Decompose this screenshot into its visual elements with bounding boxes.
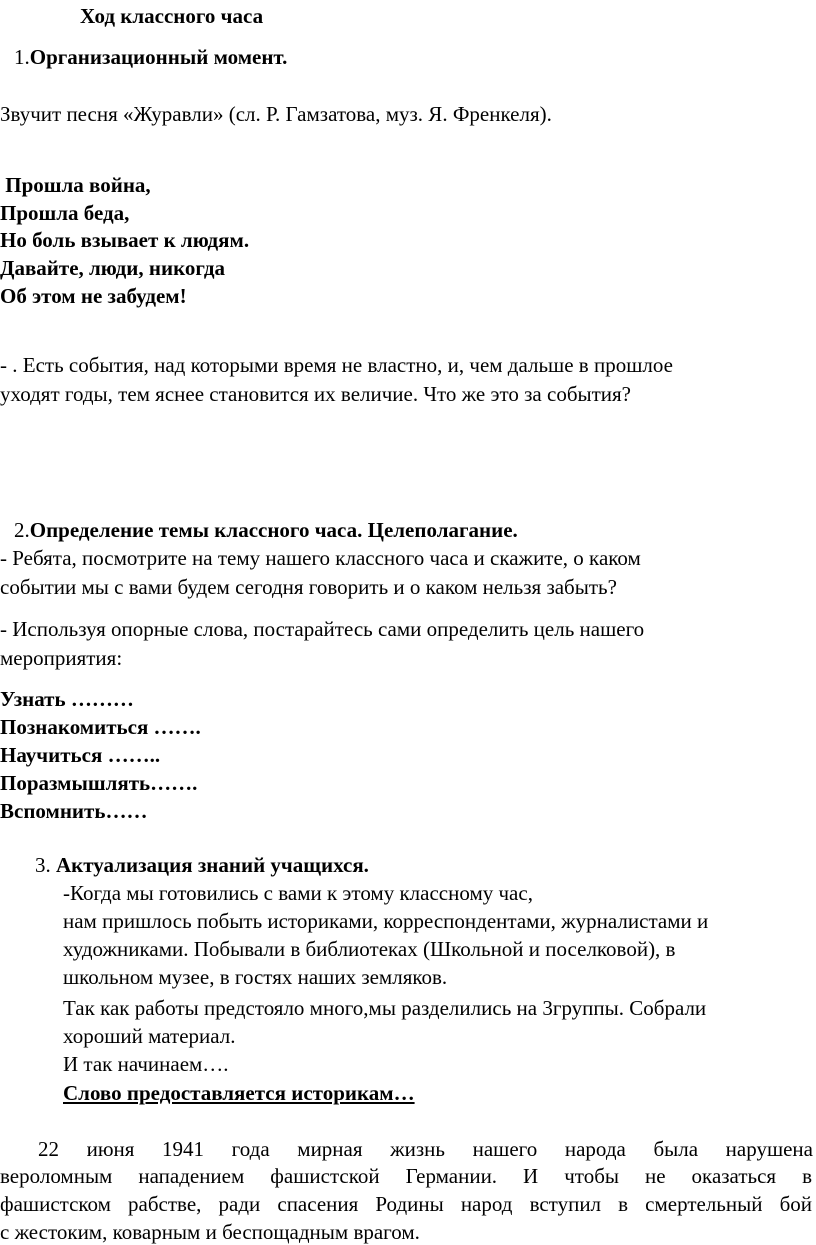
section-2-heading bbox=[14, 517, 518, 543]
paragraph-line: школьном музее, в гостях наших земляков. bbox=[63, 965, 448, 989]
section-1-title: Организационный момент. bbox=[29, 45, 288, 69]
poem-line: Но боль взывает к людям. bbox=[0, 228, 250, 252]
section-3-title: Актуализация знаний учащихся. bbox=[56, 853, 369, 877]
paragraph-line: Так как работы предстояло много,мы разделились на 3группы. Собрали bbox=[63, 996, 707, 1020]
keyword-item: Познакомиться ……. bbox=[0, 715, 201, 739]
question-text: событии мы с вами будем сегодня говорить и о каком нельзя забыть? bbox=[0, 575, 617, 599]
closing-paragraph-line: с жестоким, коварным и беспощадным врагом. bbox=[0, 1220, 420, 1244]
document-title: Ход классного часа bbox=[80, 4, 264, 28]
section-1-heading bbox=[14, 44, 287, 70]
keyword-item: Вспомнить…… bbox=[0, 799, 148, 823]
paragraph-line: И так начинаем…. bbox=[63, 1052, 229, 1076]
paragraph-line: нам пришлось побыть историками, корреспондентами, журналистами и bbox=[63, 909, 709, 933]
paragraph-line: художниками. Побывали в библиотеках (Школьной и поселковой), в bbox=[63, 937, 676, 961]
keyword-item: Научиться …….. bbox=[0, 743, 161, 767]
paragraph-line: -Когда мы готовились с вами к этому классному час, bbox=[63, 881, 533, 905]
closing-paragraph-line: вероломным нападением фашистской Германии. И чтобы не оказаться в bbox=[0, 1164, 812, 1188]
section-3-number: 3. bbox=[35, 853, 51, 877]
poem-line: Прошла война, bbox=[0, 173, 151, 197]
poem-line: Об этом не забудем! bbox=[0, 284, 187, 308]
section-2-title: Определение темы классного часа. Целеполагание. bbox=[29, 518, 518, 542]
question-text: - Используя опорные слова, постарайтесь сами определить цель нашего bbox=[0, 617, 645, 641]
poem-line: Прошла беда, bbox=[0, 201, 130, 225]
intro-text: - . Есть события, над которыми время не властно, и, чем дальше в прошлое bbox=[0, 353, 673, 377]
section-3-heading bbox=[35, 852, 369, 878]
closing-paragraph-line: фашистском рабстве, ради спасения Родины народ вступил в смертельный бой bbox=[0, 1192, 812, 1216]
closing-paragraph-line: 22 июня 1941 года мирная жизнь нашего народа была нарушена bbox=[38, 1137, 813, 1161]
keyword-item: Узнать ……… bbox=[0, 687, 134, 711]
section-2-number: 2. bbox=[14, 518, 30, 542]
intro-text: уходят годы, тем яснее становится их величие. Что же это за события? bbox=[0, 382, 632, 406]
keyword-item: Поразмышлять……. bbox=[0, 771, 198, 795]
section-1-number: 1. bbox=[14, 45, 30, 69]
question-text: мероприятия: bbox=[0, 646, 123, 670]
question-text: - Ребята, посмотрите на тему нашего классного часа и скажите, о каком bbox=[0, 546, 641, 570]
poem-line: Давайте, люди, никогда bbox=[0, 256, 226, 280]
paragraph-line: хороший материал. bbox=[63, 1024, 236, 1048]
song-line: Звучит песня «Журавли» (сл. Р. Гамзатова, муз. Я. Френкеля). bbox=[0, 102, 552, 126]
historians-floor-line: Слово предоставляется историкам… bbox=[63, 1081, 415, 1105]
